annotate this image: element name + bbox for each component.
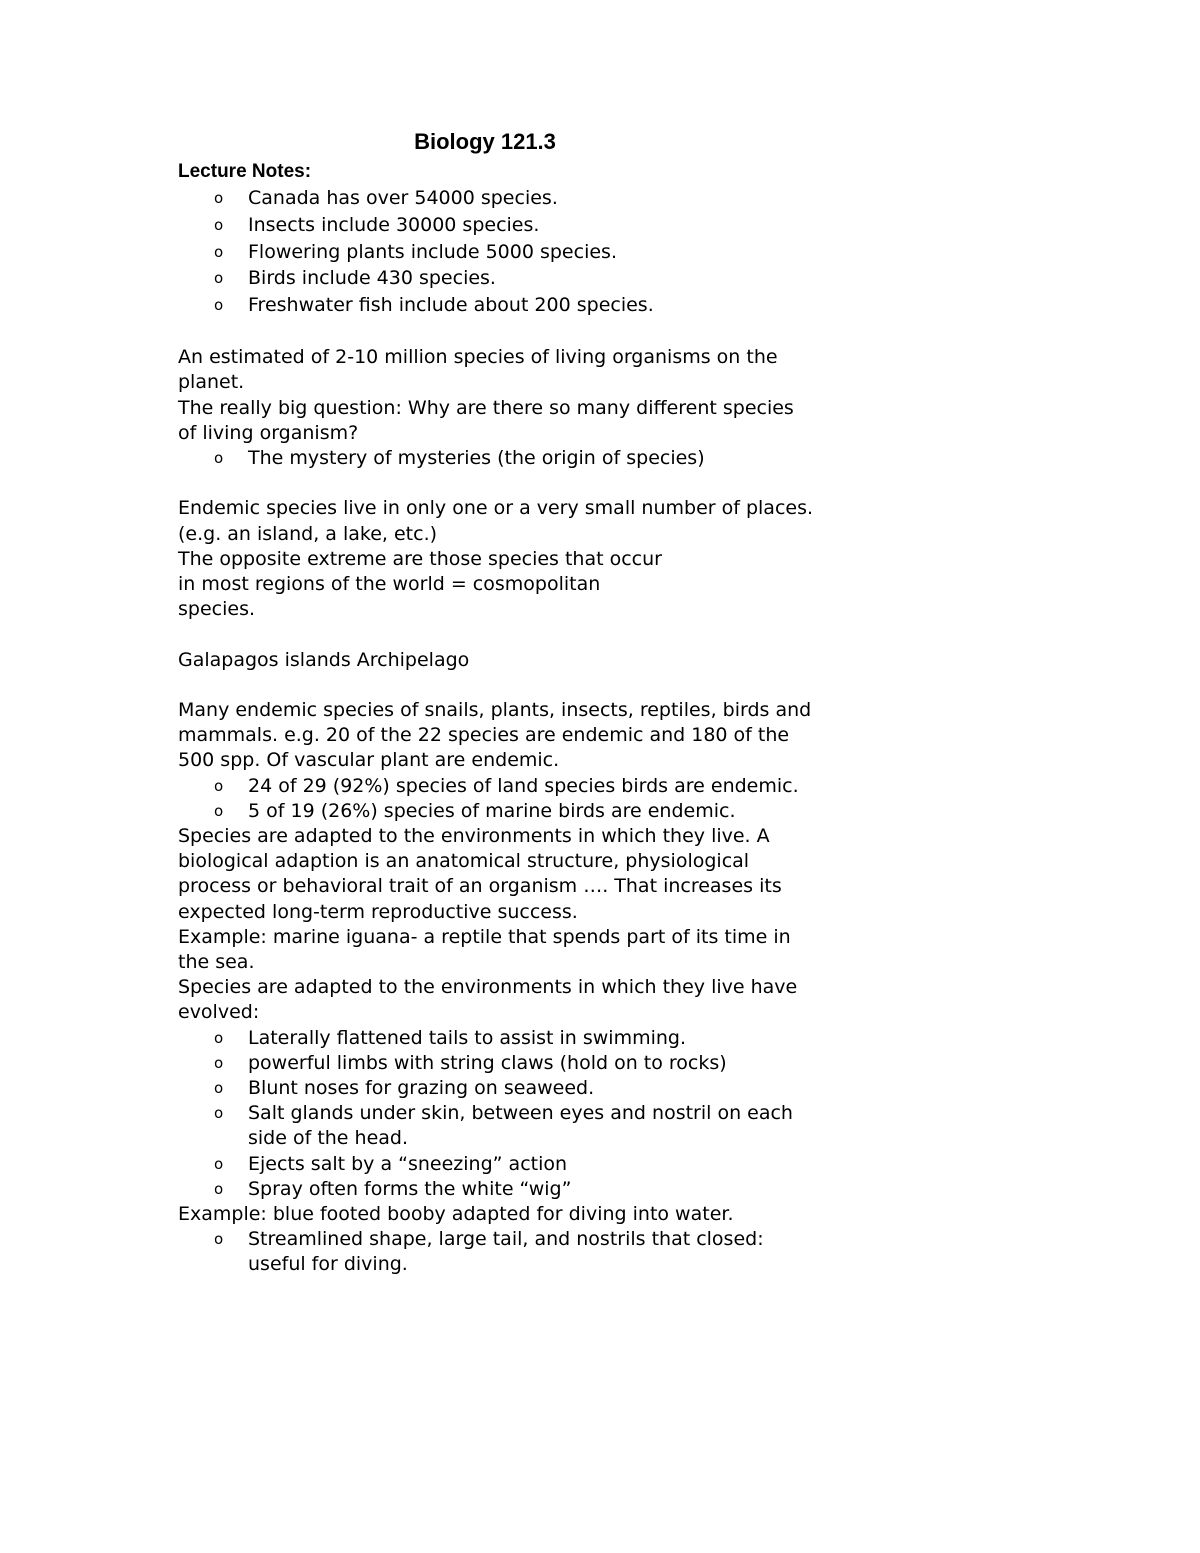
bullet-list — [178, 774, 818, 824]
paragraph: An estimated of 2-10 million species of living organisms on the planet. — [178, 346, 778, 394]
list-item: o Freshwater fish include about 200 species. — [178, 293, 818, 318]
paragraph: Example: blue footed booby adapted for diving into water. — [178, 1203, 734, 1226]
list-item: o powerful limbs with string claws (hold on to rocks) — [178, 1051, 818, 1076]
list-item: o The mystery of mysteries (the origin of species) — [178, 446, 818, 471]
paragraph-line: species. — [178, 598, 256, 621]
list-item: o Spray often forms the white “wig” — [178, 1177, 818, 1202]
bullet-list — [178, 1026, 818, 1202]
list-item: o Ejects salt by a “sneezing” action — [178, 1152, 818, 1177]
bullet-marker: o — [214, 1053, 224, 1072]
section-heading: Lecture Notes: — [178, 161, 312, 182]
paragraph: Many endemic species of snails, plants, insects, reptiles, birds and mammals. e.g. 20 of the 22 species are endemic and 180 of the 500 spp. Of vascular plant are endemic. — [178, 698, 812, 772]
species-count-list — [178, 186, 818, 318]
list-item: o Flowering plants include 5000 species. — [178, 240, 818, 265]
list-item: o Laterally flattened tails to assist in swimming. — [178, 1026, 818, 1051]
document-body — [178, 158, 818, 1278]
paragraph: Endemic species live in only one or a very small number of places. (e.g. an island, a lake, etc.) — [178, 497, 814, 545]
bullet-marker: o — [214, 1230, 224, 1249]
bullet-marker: o — [214, 215, 224, 234]
paragraph-line: in most regions of the world = cosmopolitan — [178, 572, 601, 595]
paragraph: The really big question: Why are there so many different species of living organism? — [178, 396, 794, 444]
list-item: o 5 of 19 (26%) species of marine birds are endemic. — [178, 799, 818, 824]
list-item: o Salt glands under skin, between eyes and nostril on each side of the head. — [214, 1102, 793, 1150]
bullet-marker: o — [214, 801, 224, 820]
bullet-marker: o — [214, 1179, 224, 1198]
list-item: o Canada has over 54000 species. — [178, 186, 818, 211]
document-title: Biology 121.3 — [414, 129, 556, 154]
bullet-marker: o — [214, 269, 224, 288]
list-item: o Streamlined shape, large tail, and nostrils that closed: useful for diving. — [214, 1228, 764, 1276]
list-item: o Insects include 30000 species. — [178, 213, 818, 238]
paragraph: Example: marine iguana- a reptile that spends part of its time in the sea. — [178, 925, 791, 973]
paragraph: Galapagos islands Archipelago — [178, 648, 470, 671]
bullet-list — [178, 446, 818, 471]
paragraph: Species are adapted to the environments in which they live. A biological adaption is an anatomical structure, physiological process or behavioral trait of an organism …. That increases its expected long-term reproductive success. — [178, 824, 782, 923]
bullet-marker: o — [214, 776, 224, 795]
list-item: o 24 of 29 (92%) species of land species birds are endemic. — [178, 774, 818, 799]
bullet-marker: o — [214, 1154, 224, 1173]
bullet-marker: o — [214, 296, 224, 315]
bullet-marker: o — [214, 1079, 224, 1098]
paragraph: Species are adapted to the environments in which they live have evolved: — [178, 976, 798, 1024]
bullet-marker: o — [214, 448, 224, 467]
paragraph-line: The opposite extreme are those species that occur — [178, 547, 662, 570]
bullet-list — [178, 1227, 818, 1277]
bullet-marker: o — [214, 1104, 224, 1123]
list-item: o Blunt noses for grazing on seaweed. — [178, 1076, 818, 1101]
list-item: o Birds include 430 species. — [178, 266, 818, 291]
bullet-marker: o — [214, 1028, 224, 1047]
bullet-marker: o — [214, 189, 224, 207]
bullet-marker: o — [214, 242, 224, 261]
